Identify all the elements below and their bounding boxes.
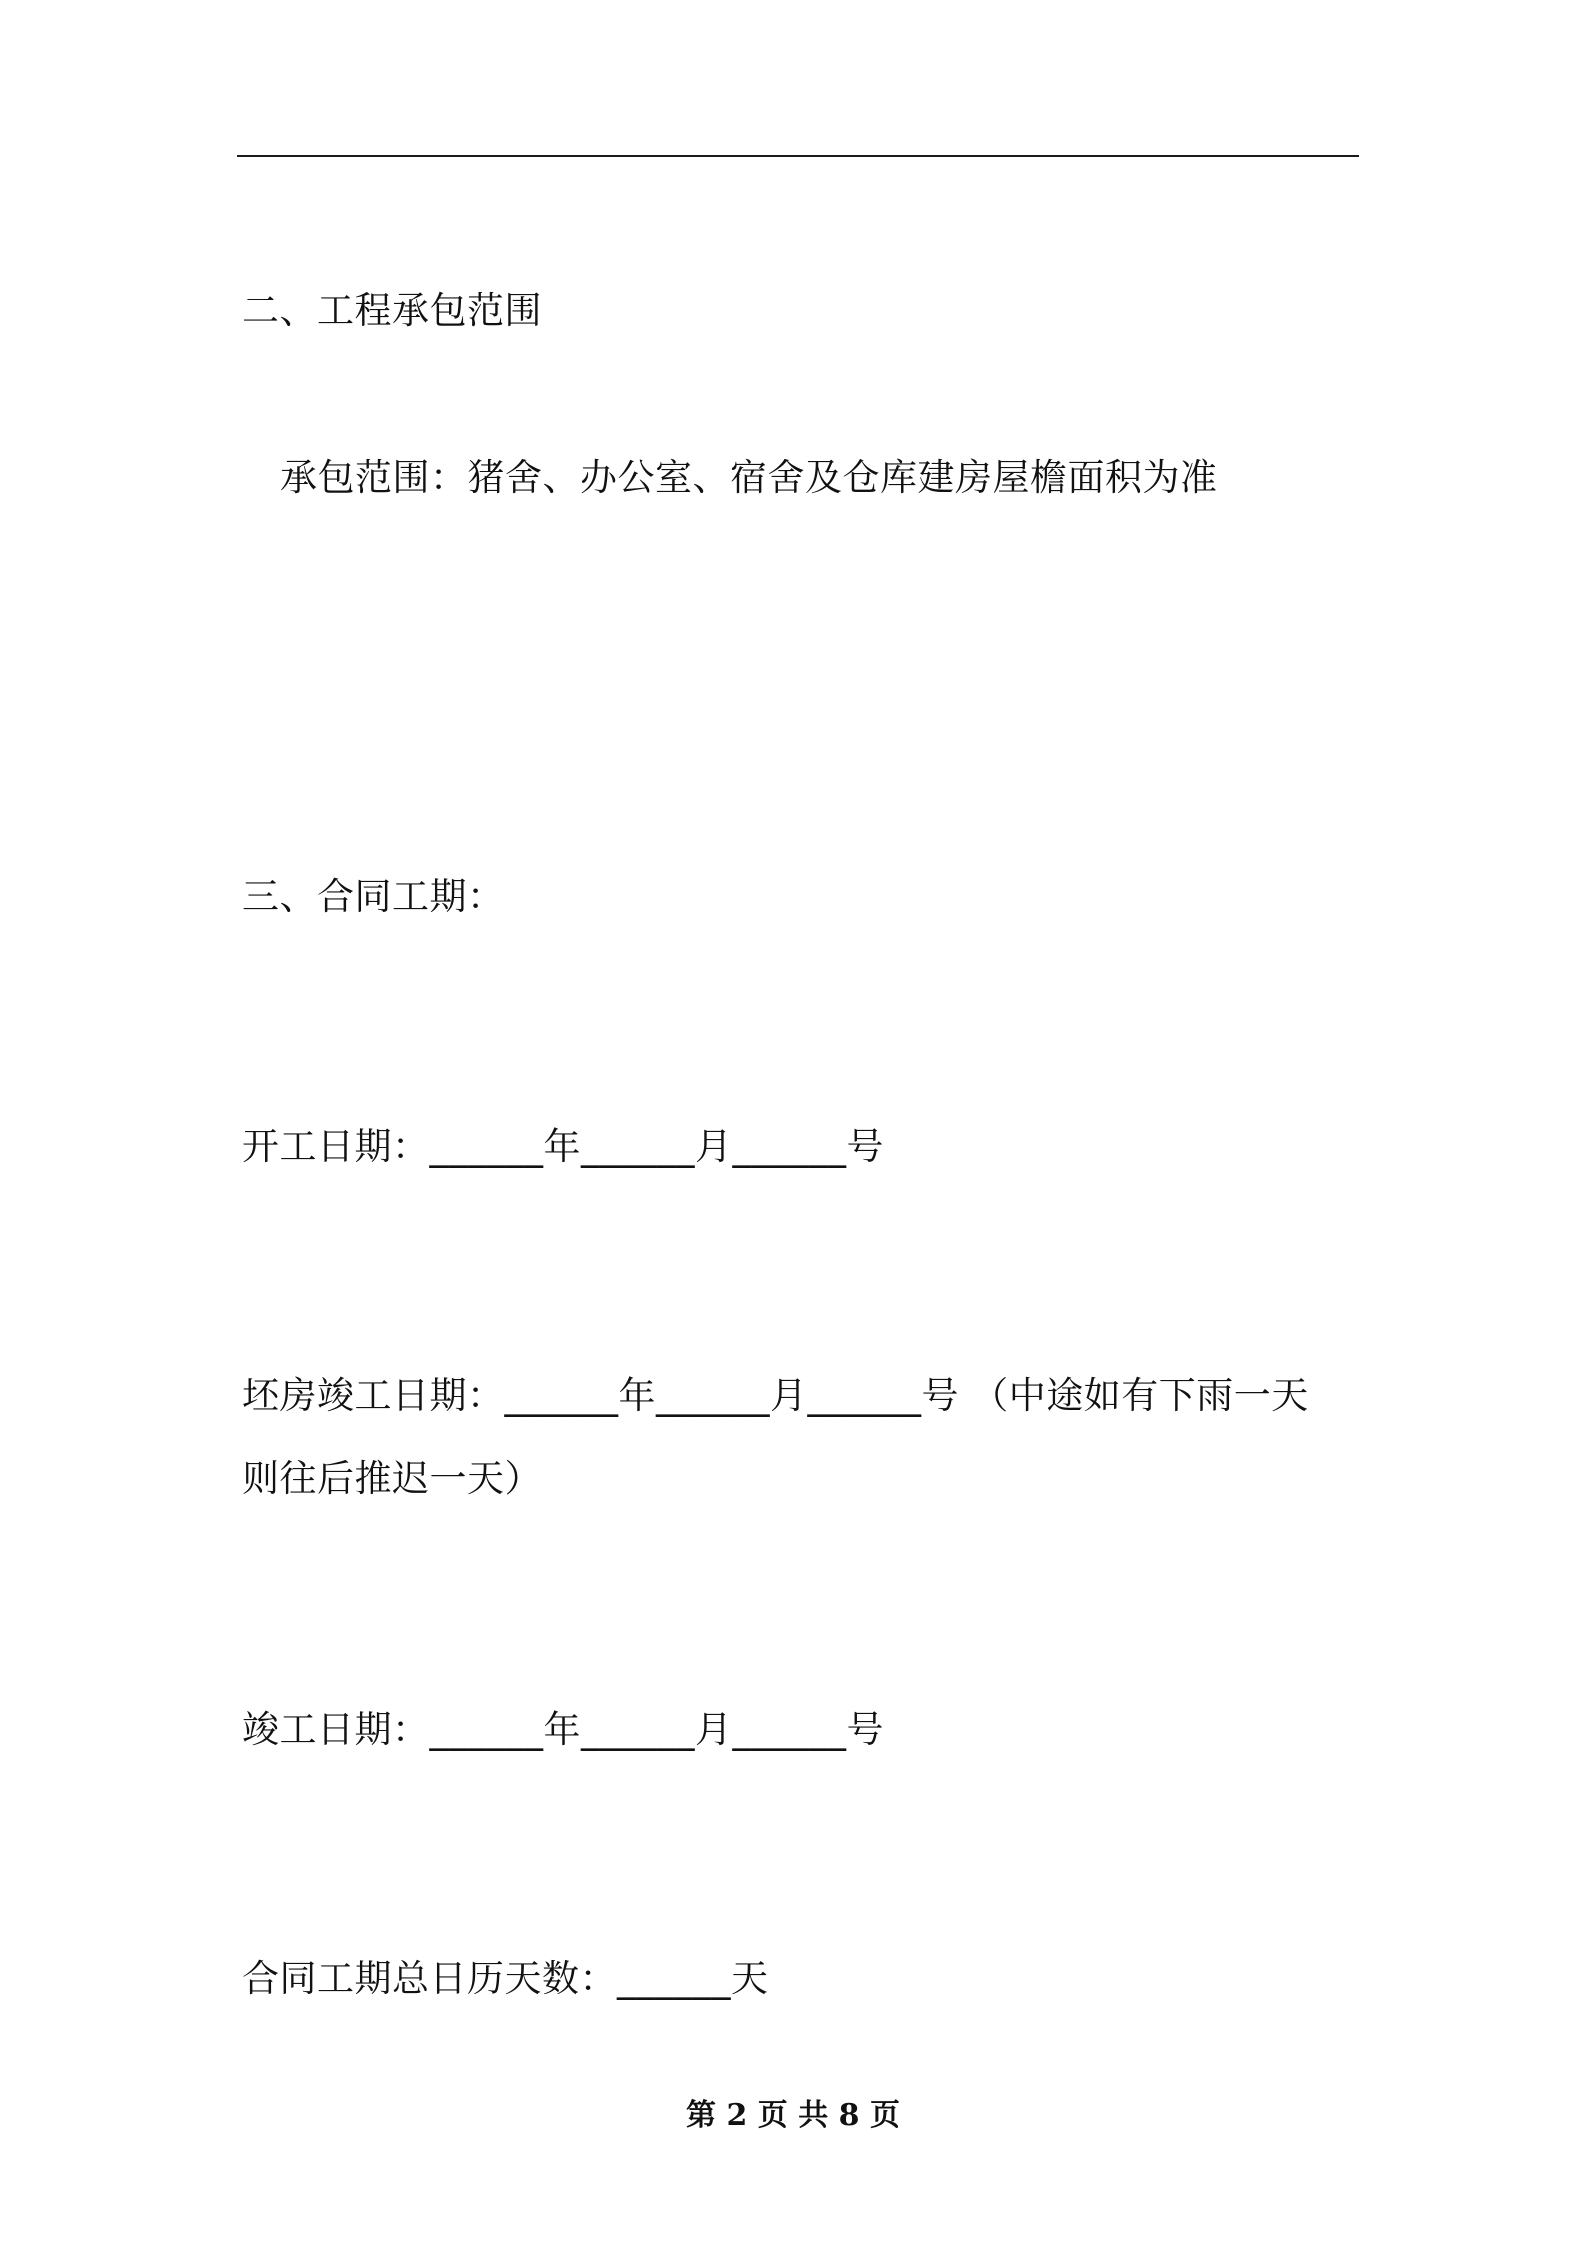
header-rule xyxy=(237,155,1359,157)
rough-completion-note-line: 则往后推迟一天） xyxy=(242,1457,542,1500)
start-date-line: 开工日期：______年______月______号 xyxy=(242,1125,884,1168)
section-2-heading: 二、工程承包范围 xyxy=(242,289,542,332)
scope-paragraph: 承包范围：猪舍、办公室、宿舍及仓库建房屋檐面积为准 xyxy=(280,456,1218,499)
rough-completion-date-line: 坯房竣工日期：______年______月______号 （中途如有下雨一天 xyxy=(242,1374,1309,1417)
total-days-line: 合同工期总日历天数：______天 xyxy=(242,1957,769,2000)
completion-date-line: 竣工日期：______年______月______号 xyxy=(242,1708,884,1751)
page-number-footer: 第 2 页 共 8 页 xyxy=(686,2098,900,2133)
section-3-heading: 三、合同工期： xyxy=(242,875,505,918)
